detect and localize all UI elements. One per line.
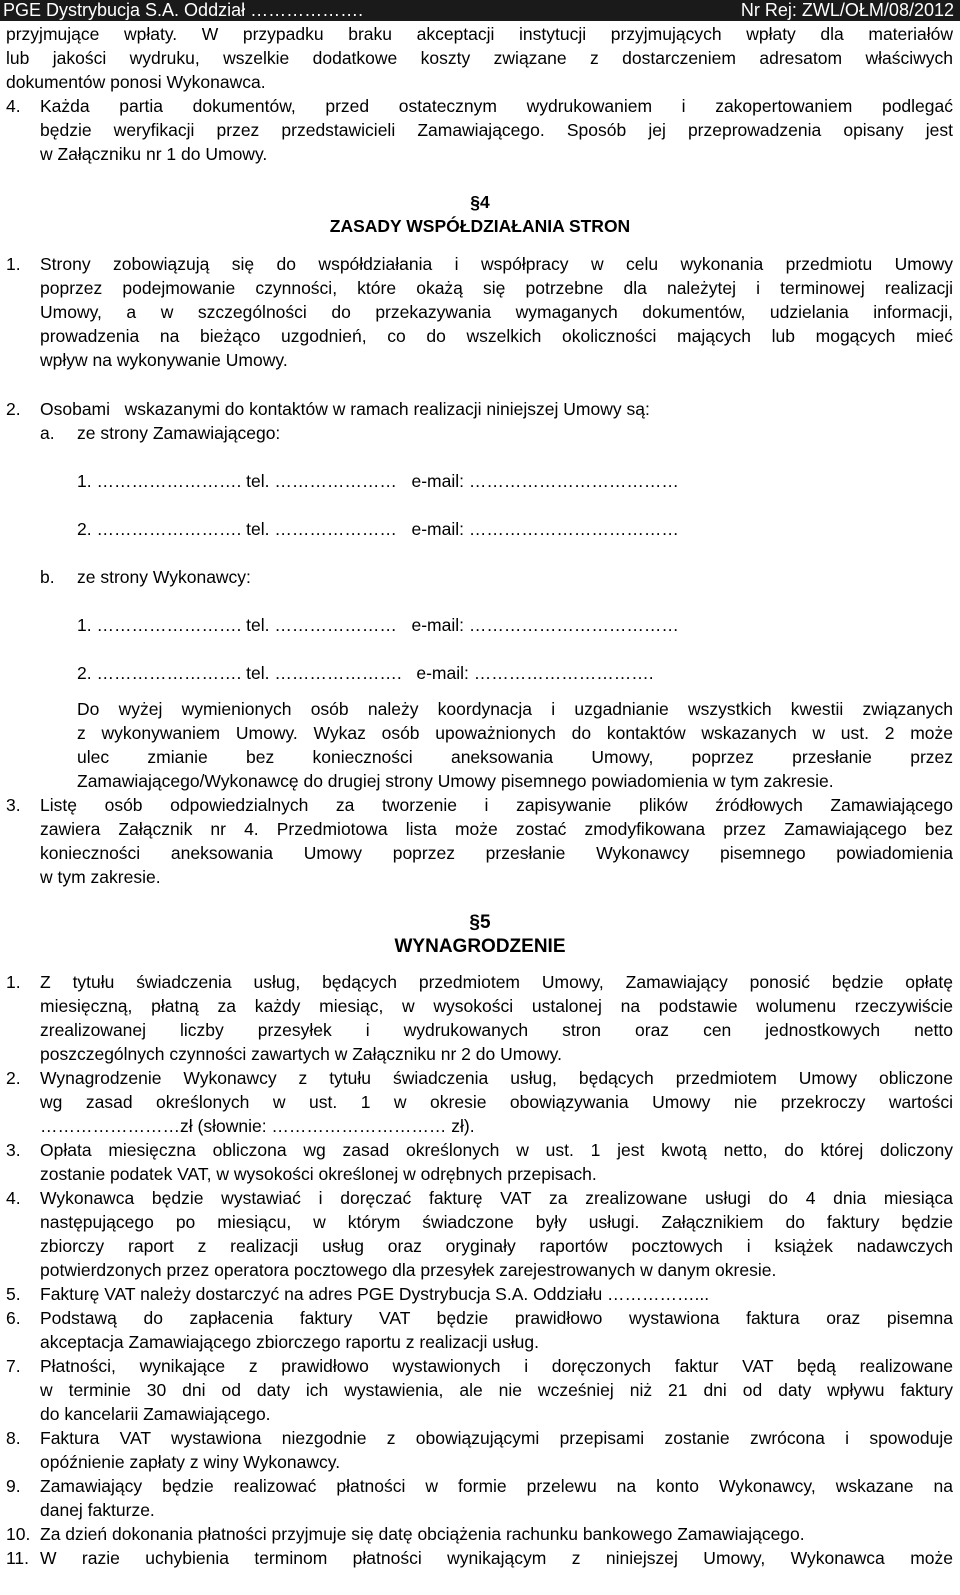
section-title: WYNAGRODZENIE (394, 936, 566, 957)
text-line: będzie weryfikacji przez przedstawicieli Zamawiającego. Sposób jej przeprowadzenia opisany jest (40, 120, 953, 140)
list-number: 8. (6, 1428, 21, 1448)
text-line: Każda partia dokumentów, przed ostatecznym wydrukowaniem i zakopertowaniem podlegać (40, 96, 953, 116)
header-company: PGE Dystrybucja S.A. Oddział ………………. (3, 0, 364, 20)
text-line: Opłata miesięczna obliczona wg zasad określonych w ust. 1 jest kwotą netto, do której doliczony (40, 1140, 953, 1160)
text-line: Listę osób odpowiedzialnych za tworzenie i zapisywanie plików źródłowych Zamawiającego (40, 795, 953, 815)
text-line: ze strony Wykonawcy: (77, 567, 251, 587)
text-line: z wykonywaniem Umowy. Wykaz osób upoważnionych do kontaktów wskazanych w ust. 2 może (77, 723, 953, 743)
text-line: lub jakości wydruku, wszelkie dodatkowe koszty związane z dostarczeniem adresatom właściwych (6, 48, 953, 68)
page-header (0, 0, 960, 21)
text-line: Wykonawca będzie wystawiać i doręczać fakturę VAT za zrealizowane usługi do 4 dnia miesiąca (40, 1188, 953, 1208)
list-number: 2. (6, 1068, 21, 1088)
list-number: 1. (6, 254, 21, 274)
text-line: dokumentów ponosi Wykonawca. (6, 72, 266, 92)
text-line: Osobami wskazanymi do kontaktów w ramach realizacji niniejszej Umowy są: (40, 399, 650, 419)
text-line: przyjmujące wpłaty. W przypadku braku akceptacji instytucji przyjmujących wpłaty dla materiałów (6, 24, 953, 44)
text-line: konieczności aneksowania Umowy poprzez przesłanie Wykonawcy pisemnego powiadomienia (40, 843, 953, 863)
text-line: zbiorczy raport z realizacji usług oraz oryginały raportów pocztowych i książek nadawczych (40, 1236, 953, 1256)
list-number: 3. (6, 795, 21, 815)
contact-line: 2. ……………………. tel. ………………… e-mail: ……………………………… (77, 519, 679, 539)
text-line: w terminie 30 dni od daty ich wystawienia, ale nie wcześniej niż 21 dni od daty wpływu faktury (40, 1380, 953, 1400)
text-line: opóźnienie zapłaty z winy Wykonawcy. (40, 1452, 341, 1472)
section-title: ZASADY WSPÓŁDZIAŁANIA STRON (329, 216, 631, 236)
text-line: prowadzenia na bieżąco uzgodnień, co do wszelkich okoliczności mających lub mogących mieć (40, 326, 953, 346)
text-line: do kancelarii Zamawiającego. (40, 1404, 271, 1424)
list-number: 4. (6, 1188, 21, 1208)
header-registration-number: Nr Rej: ZWL/OŁM/08/2012 (740, 0, 954, 20)
text-line: następującego po miesiącu, w którym świadczone były usługi. Załącznikiem do faktury będzie (40, 1212, 953, 1232)
text-line: danej fakturze. (40, 1500, 155, 1520)
text-line: Fakturę VAT należy dostarczyć na adres PGE Dystrybucja S.A. Oddziału ……………... (40, 1284, 710, 1304)
text-line: zawiera Załącznik nr 4. Przedmiotowa lista może zostać zmodyfikowana przez Zamawiającego bez (40, 819, 953, 839)
list-number: 3. (6, 1140, 21, 1160)
text-line: wg zasad określonych w ust. 1 w okresie obowiązywania Umowy nie przekroczy wartości (40, 1092, 953, 1112)
text-line: ulec zmianie bez konieczności aneksowania Umowy, poprzez przesłanie przez (77, 747, 953, 767)
text-line: ……………………zł (słownie: ………………………… zł). (40, 1116, 475, 1136)
list-number: 6. (6, 1308, 21, 1328)
text-line: Z tytułu świadczenia usług, będących przedmiotem Umowy, Zamawiający ponosić będzie opłatę (40, 972, 953, 992)
text-line: Strony zobowiązują się do współdziałania i współpracy w celu wykonania przedmiotu Umowy (40, 254, 953, 274)
contact-line: 1. ……………………. tel. ………………… e-mail: ……………………………… (77, 615, 679, 635)
text-line: w Załączniku nr 1 do Umowy. (40, 144, 268, 164)
list-number: 10. (6, 1524, 31, 1544)
section-mark: §5 (469, 912, 491, 933)
text-line: Umowy, a w szczególności do przekazywania wymaganych dokumentów, udzielania informacji, (40, 302, 953, 322)
list-number: 5. (6, 1284, 21, 1304)
text-line: Podstawą do zapłacenia faktury VAT będzie prawidłowo wystawiona faktura oraz pisemna (40, 1308, 953, 1328)
list-number: 1. (6, 972, 21, 992)
list-number: 11. (6, 1548, 30, 1568)
text-line: akceptacja Zamawiającego zbiorczego raportu z realizacji usług. (40, 1332, 539, 1352)
list-number: 2. (6, 399, 21, 419)
text-line: poszczególnych czynności zawartych w Załączniku nr 2 do Umowy. (40, 1044, 562, 1064)
text-line: w tym zakresie. (40, 867, 161, 887)
text-line: ze strony Zamawiającego: (77, 423, 281, 443)
text-line: wpływ na wykonywanie Umowy. (40, 350, 288, 370)
text-line: W razie uchybienia terminom płatności wynikającym z niniejszej Umowy, Wykonawca może (40, 1548, 953, 1568)
sublist-letter: a. (40, 423, 55, 443)
list-number: 9. (6, 1476, 21, 1496)
text-line: poprzez podejmowanie czynności, które okażą się potrzebne dla należytej i terminowej realizacji (40, 278, 953, 298)
section-mark: §4 (470, 192, 490, 212)
list-number: 4. (6, 96, 21, 116)
contact-line: 2. ……………………. tel. …………………. e-mail: …………………………. (77, 663, 654, 683)
text-line: miesięczną, płatną za każdy miesiąc, w wysokości ustalonej na podstawie wolumenu rzeczywiście (40, 996, 953, 1016)
text-line: Zamawiającego/Wykonawcę do drugiej strony Umowy pisemnego powiadomienia w tym zakresie. (77, 771, 834, 791)
sublist-letter: b. (40, 567, 55, 587)
list-number: 7. (6, 1356, 21, 1376)
text-line: Płatności, wynikające z prawidłowo wystawionych i doręczonych faktur VAT będą realizowane (40, 1356, 953, 1376)
text-line: potwierdzonych przez operatora pocztowego dla przesyłek zarejestrowanych w danym okresie. (40, 1260, 777, 1280)
text-line: Do wyżej wymienionych osób należy koordynacja i uzgadnianie wszystkich kwestii związanych (77, 699, 953, 719)
text-line: Faktura VAT wystawiona niezgodnie z obowiązującymi przepisami zostanie zwrócona i spowoduje (40, 1428, 953, 1448)
text-line: Wynagrodzenie Wykonawcy z tytułu świadczenia usług, będących przedmiotem Umowy obliczone (40, 1068, 953, 1088)
text-line: zrealizowanej liczby przesyłek i wydrukowanych stron oraz cen jednostkowych netto (40, 1020, 953, 1040)
text-line: zostanie podatek VAT, w wysokości określonej w odrębnych przepisach. (40, 1164, 597, 1184)
text-line: Zamawiający będzie realizować płatności w formie przelewu na konto Wykonawcy, wskazane na (40, 1476, 953, 1496)
text-line: Za dzień dokonania płatności przyjmuje się datę obciążenia rachunku bankowego Zamawiającego. (40, 1524, 805, 1544)
contact-line: 1. ……………………. tel. ………………… e-mail: ……………………………… (77, 471, 679, 491)
